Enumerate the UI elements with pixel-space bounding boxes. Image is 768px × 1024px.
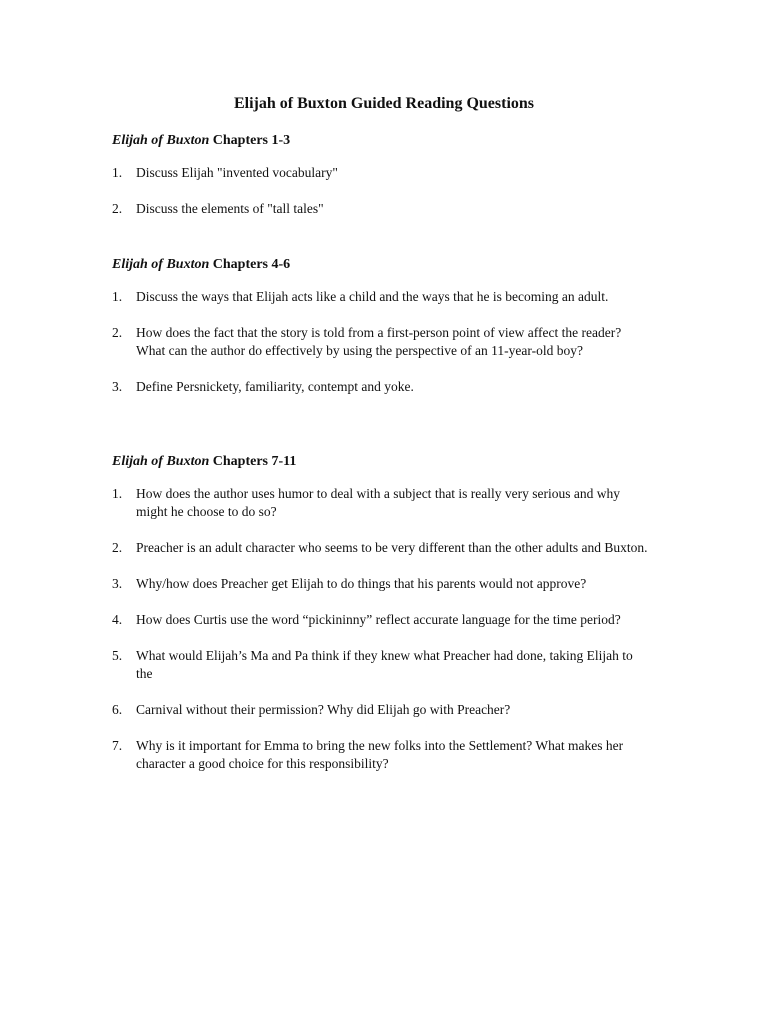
section-book-title: Elijah of Buxton [112, 133, 210, 148]
section-chapters: Chapters 1-3 [212, 133, 291, 148]
section-book-title: Elijah of Buxton [112, 257, 210, 272]
question-text: Why/how does Preacher get Elijah to do things that his parents would not approve? [136, 576, 587, 591]
question-item [112, 647, 652, 683]
question-number: 5. [112, 648, 123, 663]
question-number: 3. [112, 379, 123, 394]
question-item [112, 575, 652, 593]
question-text: Define Persnickety, familiarity, contempt and yoke. [136, 379, 414, 394]
question-text: Carnival without their permission? Why did Elijah go with Preacher? [136, 702, 511, 717]
question-list [112, 164, 652, 218]
question-number: 1. [112, 165, 123, 180]
question-number: 6. [112, 702, 123, 717]
section-chapters-4-6 [112, 256, 652, 414]
section-book-title: Elijah of Buxton [112, 454, 210, 469]
question-item [112, 485, 652, 521]
question-number: 4. [112, 612, 123, 627]
question-text: Discuss the ways that Elijah acts like a child and the ways that he is becoming an adult. [136, 289, 609, 304]
section-chapters-1-3 [112, 132, 652, 236]
question-number: 3. [112, 576, 123, 591]
question-text: Discuss Elijah "invented vocabulary" [136, 165, 338, 180]
question-number: 1. [112, 289, 123, 304]
question-text: How does Curtis use the word “pickininny” reflect accurate language for the time period? [136, 612, 621, 627]
section-heading [112, 256, 652, 274]
section-heading [112, 453, 652, 471]
question-item [112, 539, 652, 557]
section-chapters: Chapters 4-6 [212, 257, 291, 272]
question-number: 2. [112, 201, 123, 216]
question-number: 1. [112, 486, 123, 501]
question-text: How does the fact that the story is told from a first-person point of view affect the reader? What can the author do effectively by using the perspective of an 11-year-old boy? [136, 325, 622, 358]
question-text: Why is it important for Emma to bring the new folks into the Settlement? What makes her character a good choice for this responsibility? [136, 738, 624, 771]
question-text: How does the author uses humor to deal with a subject that is really very serious and why might he choose to do so? [136, 486, 621, 519]
question-text: Discuss the elements of "tall tales" [136, 201, 324, 216]
question-number: 7. [112, 738, 123, 753]
question-item [112, 737, 652, 773]
question-list [112, 485, 652, 773]
question-text: What would Elijah’s Ma and Pa think if they knew what Preacher had done, taking Elijah to the [136, 648, 633, 681]
question-number: 2. [112, 540, 123, 555]
section-chapters: Chapters 7-11 [212, 454, 297, 469]
section-chapters-7-11 [112, 453, 652, 791]
question-item [112, 378, 652, 396]
question-item [112, 611, 652, 629]
question-item [112, 200, 652, 218]
question-item [112, 701, 652, 719]
question-list [112, 288, 652, 396]
document-title: Elijah of Buxton Guided Reading Questions [233, 95, 535, 112]
question-text: Preacher is an adult character who seems to be very different than the other adults and Buxton. [136, 540, 648, 555]
question-item [112, 324, 652, 360]
section-heading [112, 132, 652, 150]
question-item [112, 288, 652, 306]
question-number: 2. [112, 325, 123, 340]
question-item [112, 164, 652, 182]
